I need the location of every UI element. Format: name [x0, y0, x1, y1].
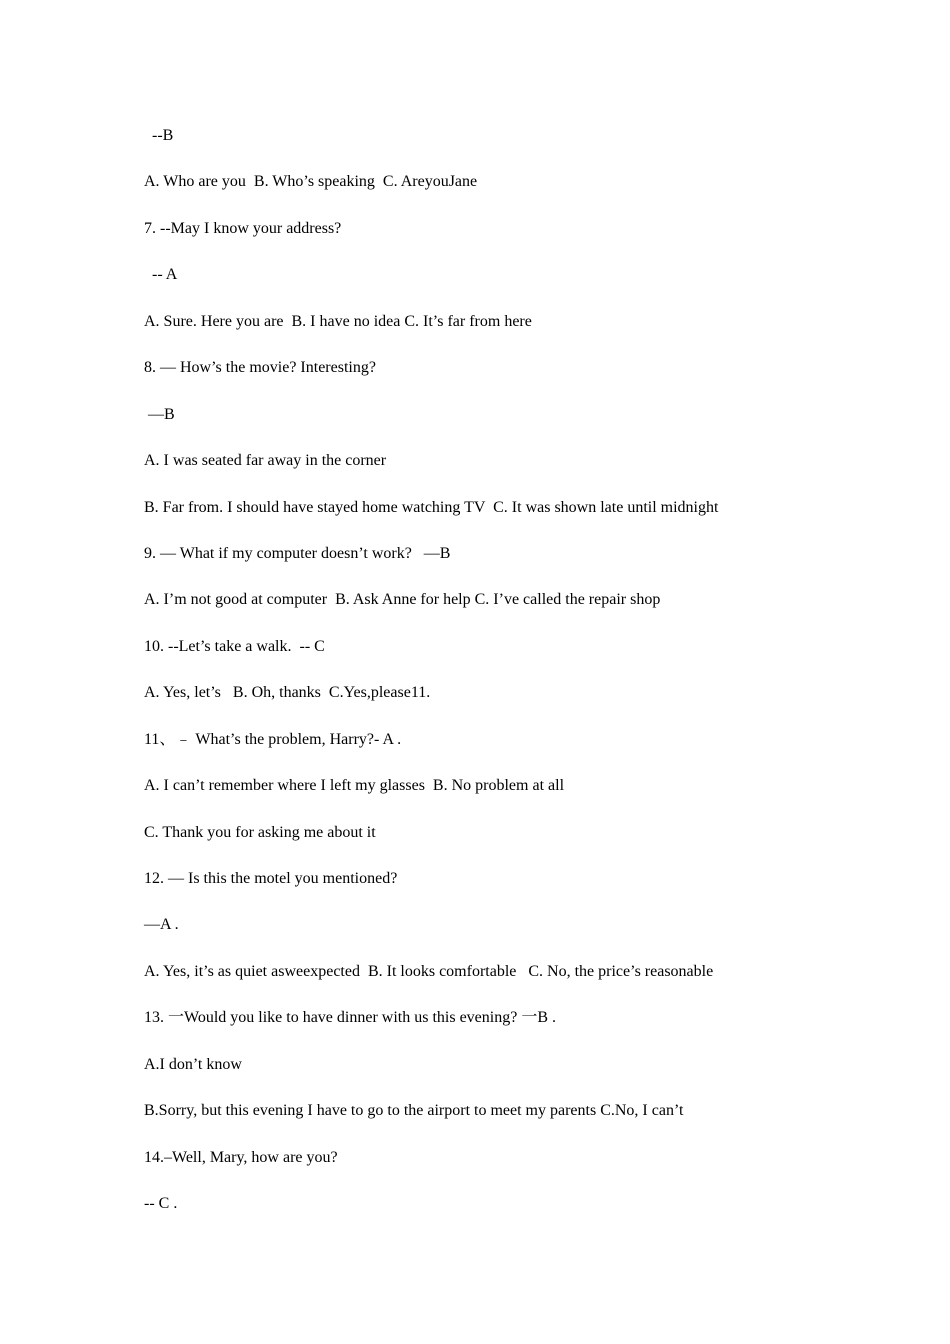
question-line: 14.–Well, Mary, how are you? — [144, 1148, 338, 1166]
options-line: A. I was seated far away in the corner — [144, 452, 387, 470]
options-line: A. I’m not good at computer B. Ask Anne for help C. I’ve called the repair shop — [144, 591, 661, 609]
question-line: 7. --May I know your address? — [144, 219, 342, 237]
question-line: 9. — What if my computer doesn’t work? —B — [144, 544, 451, 562]
options-line: A. Yes, it’s as quiet asweexpected B. It looks comfortable C. No, the price’s reasonable — [144, 962, 714, 980]
question-line: 8. — How’s the movie? Interesting? — [144, 359, 376, 377]
question-line: 12. — Is this the motel you mentioned? — [144, 870, 398, 887]
options-line: A. I can’t remember where I left my glasses B. No problem at all — [144, 777, 565, 795]
question-line: 11、﹣ What’s the problem, Harry?- A . — [144, 730, 402, 748]
answer-line: —B — [144, 405, 175, 423]
answer-line: —A . — [144, 916, 179, 934]
options-line: B.Sorry, but this evening I have to go to the airport to meet my parents C.No, I can’t — [144, 1102, 684, 1120]
answer-line: -- C . — [144, 1195, 178, 1213]
document-body — [144, 124, 844, 1239]
options-line: A. Yes, let’s B. Oh, thanks C.Yes,please11. — [144, 684, 431, 702]
options-line: B. Far from. I should have stayed home watching TV C. It was shown late until midnight — [144, 498, 719, 516]
options-line: C. Thank you for asking me about it — [144, 823, 376, 841]
options-line: A.I don’t know — [144, 1055, 242, 1073]
question-line: 10. --Let’s take a walk. -- C — [144, 637, 325, 655]
options-line: A. Sure. Here you are B. I have no idea C. It’s far from here — [144, 312, 532, 330]
question-line: 13. 一Would you like to have dinner with us this evening? 一B . — [144, 1009, 556, 1027]
options-line: A. Who are you B. Who’s speaking C. AreyouJane — [144, 173, 478, 191]
answer-line: --B — [144, 127, 174, 144]
answer-line: -- A — [144, 266, 178, 284]
